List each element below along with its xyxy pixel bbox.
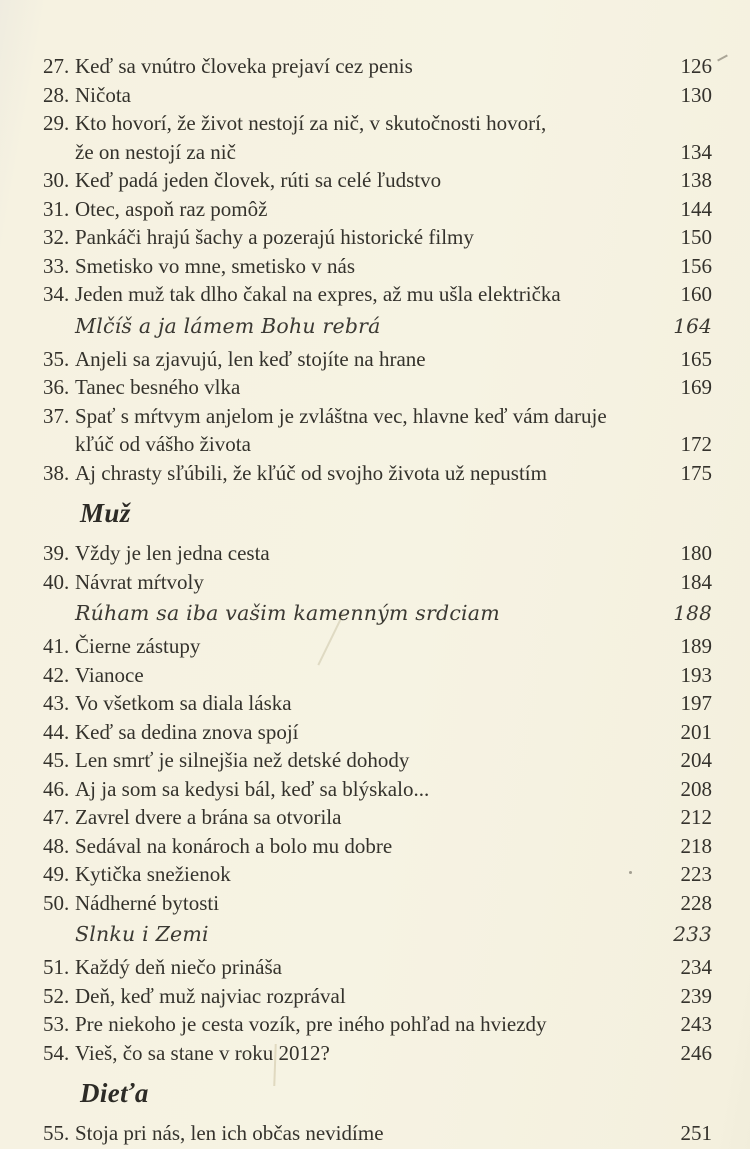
toc-entry-page: 175: [680, 460, 712, 485]
toc-entry-title: Otec, aspoň raz pomôž: [75, 196, 268, 221]
toc-entry-line: [43, 373, 712, 402]
toc-entry-line: [43, 1010, 712, 1039]
toc-entry-number: 30.: [43, 168, 70, 192]
toc-entry-title: Vianoce: [75, 662, 144, 687]
toc-entry-title: Kto hovorí, že život nestojí za nič, v skutočnosti hovorí,: [75, 111, 547, 135]
toc-entry-number: 46.: [43, 776, 70, 801]
toc-entry-page: 164: [673, 313, 712, 338]
toc-entry-page: 180: [680, 541, 712, 565]
toc-entry-page: 134: [680, 139, 712, 164]
toc-entry-page: 228: [680, 890, 712, 915]
toc-entry-number: 29.: [43, 111, 70, 135]
toc-entry-title: Tanec besného vlka: [75, 375, 241, 399]
toc-entry-line: [43, 166, 712, 195]
toc-entry-line: [43, 1119, 712, 1148]
toc-entry-title: Návrat mŕtvoly: [75, 569, 204, 594]
toc-entry-title: Aj chrasty sľúbili, že kľúč od svojho života už nepustím: [75, 460, 547, 485]
toc-entry-title: Pankáči hrajú šachy a pozerajú historické filmy: [75, 225, 474, 249]
toc-entry-title: Vo všetkom sa diala láska: [75, 691, 292, 715]
toc-entry-page: 169: [680, 375, 712, 399]
toc-entry-title: Spať s mŕtvym anjelom je zvláštna vec, hlavne keď vám daruje: [75, 403, 607, 428]
toc-entry-page: 197: [680, 691, 712, 715]
toc-entry-number: 37.: [43, 403, 70, 428]
toc-entry-page: 189: [680, 634, 712, 658]
scan-tick-mark: [717, 55, 728, 62]
toc-entry-number: 45.: [43, 748, 70, 772]
toc-entry-page: 150: [680, 225, 712, 249]
toc-entry-title: kľúč od vášho života: [75, 432, 251, 456]
toc-entry-number: 35.: [43, 346, 70, 371]
toc-entry-line: [43, 689, 712, 718]
toc-entry-line: [43, 52, 712, 81]
toc-entry-title: Keď padá jeden človek, rúti sa celé ľudstvo: [75, 168, 442, 192]
toc-entry-title: Anjeli sa zjavujú, len keď stojíte na hrane: [75, 346, 426, 371]
toc-entry-title: Jeden muž tak dlho čakal na expres, až mu ušla električka: [75, 282, 561, 306]
toc-entry-title: Keď sa dedina znova spojí: [75, 719, 299, 744]
toc-entry-title: že on nestojí za nič: [75, 139, 236, 164]
toc-entry-page: 130: [680, 82, 712, 107]
toc-entry-page: 239: [680, 983, 712, 1008]
toc-entry-line: [43, 195, 712, 224]
toc-list: [43, 52, 712, 1148]
toc-entry-number: 51.: [43, 955, 70, 979]
toc-entry-title: Smetisko vo mne, smetisko v nás: [75, 253, 355, 278]
toc-entry-title: Aj ja som sa kedysi bál, keď sa blýskalo...: [75, 776, 430, 801]
toc-entry-number: 31.: [43, 196, 70, 221]
toc-entry-line: [43, 775, 712, 804]
toc-entry-page: 218: [680, 833, 712, 858]
toc-entry-number: 27.: [43, 54, 70, 78]
toc-entry-page: 184: [680, 569, 712, 594]
toc-entry-number: 47.: [43, 805, 70, 829]
toc-entry-line: [43, 109, 712, 138]
toc-entry-title: Vieš, čo sa stane v roku 2012?: [75, 1040, 330, 1065]
toc-entry-title: Kytička snežienok: [75, 862, 231, 886]
toc-entry-page: 233: [673, 922, 712, 946]
toc-section-heading: Muž: [80, 498, 131, 528]
toc-entry-line: [43, 982, 712, 1011]
toc-entry-title: Sedával na konároch a bolo mu dobre: [75, 833, 393, 858]
toc-entry-number: 41.: [43, 634, 70, 658]
toc-entry-line: [43, 430, 712, 459]
toc-entry-number: 32.: [43, 225, 70, 249]
toc-entry-line: [43, 138, 712, 167]
toc-entry-number: 55.: [43, 1121, 70, 1145]
toc-entry-number: 34.: [43, 282, 70, 306]
toc-entry-number: 42.: [43, 662, 70, 687]
toc-entry-line: [43, 345, 712, 374]
toc-entry-line: [43, 223, 712, 252]
toc-entry-page: 251: [680, 1121, 712, 1145]
toc-entry-title: Pre niekoho je cesta vozík, pre iného pohľad na hviezdy: [75, 1012, 547, 1036]
toc-entry-title: Stoja pri nás, len ich občas nevidíme: [75, 1121, 384, 1145]
toc-entry-title: Nádherné bytosti: [75, 890, 220, 915]
toc-entry-title: Mlčíš a ja lámem Bohu rebrá: [75, 313, 381, 338]
toc-entry-line: [43, 746, 712, 775]
toc-entry-page: 208: [680, 776, 712, 801]
toc-entry-page: 160: [680, 282, 712, 306]
toc-entry-line: [43, 860, 712, 889]
toc-entry-title: Slnku i Zemi: [75, 922, 209, 946]
toc-entry-number: 38.: [43, 460, 70, 485]
toc-entry-page: 223: [680, 862, 712, 886]
toc-entry-line: [43, 1039, 712, 1068]
toc-entry-number: 52.: [43, 983, 70, 1008]
toc-entry-number: 48.: [43, 833, 70, 858]
toc-entry-number: 36.: [43, 375, 70, 399]
toc-entry-line: [43, 539, 712, 568]
toc-entry-line: [43, 312, 712, 341]
toc-entry-line: [43, 402, 712, 431]
toc-entry-page: 165: [680, 346, 712, 371]
toc-entry-line: [43, 953, 712, 982]
toc-entry-number: 28.: [43, 82, 70, 107]
toc-entry-line: [43, 889, 712, 918]
toc-entry-number: 53.: [43, 1012, 70, 1036]
toc-entry-line: [43, 81, 712, 110]
toc-entry-page: 138: [680, 168, 712, 192]
toc-entry-number: 43.: [43, 691, 70, 715]
toc-entry-line: [43, 920, 712, 949]
toc-entry-number: 39.: [43, 541, 70, 565]
toc-entry-line: [43, 599, 712, 628]
toc-entry-line: [43, 280, 712, 309]
toc-entry-page: 126: [680, 54, 712, 78]
toc-entry-title: Len smrť je silnejšia než detské dohody: [75, 748, 410, 772]
toc-entry-line: [43, 252, 712, 281]
toc-entry-line: [43, 832, 712, 861]
toc-entry-line: [43, 632, 712, 661]
toc-entry-page: 201: [680, 719, 712, 744]
toc-entry-title: Každý deň niečo prináša: [75, 955, 282, 979]
toc-entry-page: 243: [680, 1012, 712, 1036]
toc-entry-page: 234: [680, 955, 712, 979]
toc-entry-page: 212: [680, 805, 712, 829]
toc-entry-line: [43, 568, 712, 597]
toc-entry-page: 144: [680, 196, 712, 221]
toc-entry-title: Vždy je len jedna cesta: [75, 541, 270, 565]
toc-entry-page: 188: [673, 601, 712, 625]
toc-entry-title: Zavrel dvere a brána sa otvorila: [75, 805, 342, 829]
toc-entry-title: Deň, keď muž najviac rozprával: [75, 983, 346, 1008]
toc-entry-line: [43, 459, 712, 488]
toc-entry-title: Čierne zástupy: [75, 634, 201, 658]
toc-entry-title: Keď sa vnútro človeka prejaví cez penis: [75, 54, 413, 78]
toc-entry-page: 172: [680, 432, 712, 456]
toc-entry-line: [43, 718, 712, 747]
toc-entry-page: 156: [680, 253, 712, 278]
toc-entry-title: Ničota: [75, 82, 131, 107]
toc-entry-number: 49.: [43, 862, 70, 886]
toc-entry-number: 54.: [43, 1040, 70, 1065]
toc-entry-title: Rúham sa iba vašim kamenným srdciam: [75, 601, 500, 625]
toc-entry-number: 33.: [43, 253, 70, 278]
toc-entry-page: 246: [680, 1040, 712, 1065]
toc-entry-line: [43, 803, 712, 832]
toc-entry-line: [43, 661, 712, 690]
toc-entry-number: 40.: [43, 569, 70, 594]
toc-entry-page: 204: [680, 748, 712, 772]
toc-entry-number: 50.: [43, 890, 70, 915]
toc-entry-number: 44.: [43, 719, 70, 744]
toc-entry-page: 193: [680, 662, 712, 687]
toc-section-heading: Dieťa: [80, 1078, 149, 1108]
